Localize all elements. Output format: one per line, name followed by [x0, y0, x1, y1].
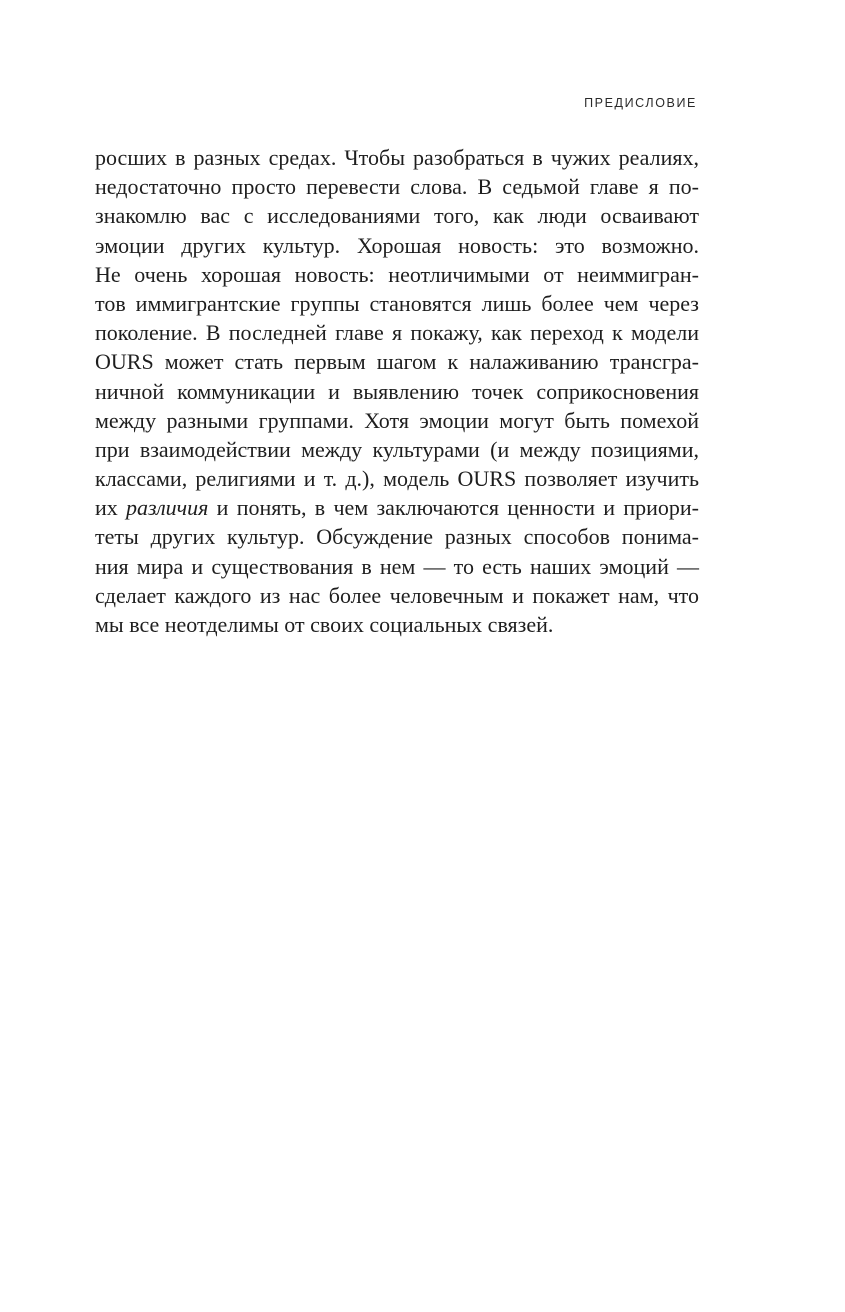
- text-line-last: мы все неотделимы от своих социальных связей.: [95, 612, 554, 637]
- italic-emphasis: различия: [126, 495, 209, 521]
- text-line: тов иммигрантские группы становятся лишь более чем через: [95, 290, 699, 316]
- text-line: эмоции других культур. Хорошая новость: это возможно.: [95, 232, 699, 258]
- text-line: поколение. В последней главе я покажу, как переход к модели: [95, 320, 699, 346]
- text-line: недостаточно просто перевести слова. В седьмой главе я по-: [95, 174, 699, 200]
- text-segment: их: [95, 495, 127, 521]
- body-paragraph: [95, 143, 699, 639]
- text-line: OURS может стать первым шагом к налаживанию трансгра-: [95, 349, 699, 375]
- text-line-with-italic: [95, 493, 699, 522]
- text-line: теты других культур. Обсуждение разных способов понима-: [95, 524, 699, 550]
- text-line: росших в разных средах. Чтобы разобраться в чужих реалиях,: [95, 145, 699, 170]
- text-line: ния мира и существования в нем — то есть наших эмоций —: [95, 553, 699, 579]
- text-line: классами, религиями и т. д.), модель OURS позволяет изучить: [95, 466, 699, 492]
- text-segment: и понять, в чем заключаются ценности и приори-: [208, 495, 699, 521]
- text-line: Не очень хорошая новость: неотличимыми от неиммигран-: [95, 261, 699, 287]
- text-line: ничной коммуникации и выявлению точек соприкосновения: [95, 378, 699, 404]
- running-header: ПРЕДИСЛОВИЕ: [584, 96, 697, 110]
- text-line: знакомлю вас с исследованиями того, как люди осваивают: [95, 203, 699, 229]
- text-line: при взаимодействии между культурами (и между позициями,: [95, 436, 699, 462]
- text-line: сделает каждого из нас более человечным и покажет нам, что: [95, 582, 699, 608]
- text-line: между разными группами. Хотя эмоции могут быть помехой: [95, 407, 699, 433]
